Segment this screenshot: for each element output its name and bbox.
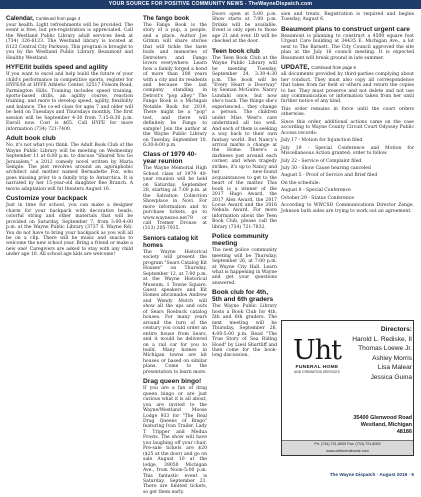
- update-body-4: July 17 - Motion for Injunction filed: [281, 138, 363, 144]
- column-3-right: [281, 12, 414, 216]
- update-body-6: July 22 - Service of Complaint filed: [281, 158, 362, 164]
- bc-continued-body: sion and treats. Registration is required and begins Tuesday, August 6.: [281, 12, 414, 23]
- seniors-heading: Seniors catalog kit homes: [143, 234, 199, 249]
- director-name: Harold L. Rediske, II: [352, 335, 412, 343]
- calendar-heading: Calendar, Continued from page 4: [6, 15, 81, 22]
- director-name: Lisa Malear: [377, 364, 412, 372]
- directors-heading: Directors:: [380, 326, 412, 333]
- update-body-10: August 8 - Special Conference: [281, 188, 351, 194]
- contact-bar: [282, 440, 413, 455]
- beaumont-heading: Beaumont plans to construct urgent care: [281, 25, 410, 33]
- drag-bingo-body: If you are a fan of drag queen bingo or are just curious what it is all about, you are invited to the Wayne/Westland Moose Lodge 933 for "The Real Drag Queens of Bingo" featuring Ivan Trailer, Lady T Tripper and Medua Frosts. The show will have you laughing off your chair. Pre-sale tickets are $20 ($25 at the door) and go on sale August 10 at the lodge, 39050 Michigan Ave., from Noon-5:00 p.m. This fantastic event is Saturday, September 21. There are limited tickets, so get them early.: [143, 386, 207, 495]
- brand-name: Uht: [293, 335, 341, 366]
- phone-fax: Ph: (734) 721-8000 Fax: (734) 721-8003: [314, 442, 381, 446]
- class-reunion-body: The Wayne Memorial High School class of 1979 40-year reunion will be held on Saturday, September 28, starting at 7:00 p.m. at the Salvation Collection Showplace in Novi. For more information and to purchase tickets, go to www.waynezoo.net79 or call Tremer Drouse at (313) 205-7935.: [143, 166, 207, 232]
- update-body-2: This order remains in force until the court orders otherwise.: [281, 106, 414, 118]
- beaumont-body: Beaumont is planning to construct a 4500 square foot Urgent Care building at 34435 E. Michigan Ave., a lot next to The Barnett. The City Council approved the site plan at the July 16 council meeting. It is expected Beaumont will break ground in late summer.: [281, 33, 414, 61]
- teen-body: The Teen Book Club at the Wayne Public Library will be meeting Tuesday, September 24, 3:30-4:30 p.m. The book will be "Every Heart a Doorway" by Seanan McGuire. Nancy Lundahl once, but now she's back. The things she's experienced... they change a person. The children under Miss West's care understand all too well. And each of them is seeking a way back to their own fantasy world. But Nancy's arrival marks a change at the Home. There's a darkness just around each corner, and when tragedy strikes, it's up to Nancy and her new-found acquaintances to get to the heart of the matter. This book is a winner of the 2017 Hugo Award, the 2017 Alex Award, the 2017 Locus Award and the 2016 Nebula Award. For more information about the Teen Book Club, please call the library (734) 721-7832.: [212, 55, 277, 230]
- director-name: Jessica Guina: [370, 373, 412, 381]
- funeral-home-logo: [288, 337, 346, 374]
- update-heading: UPDATE, Continued from page 6: [281, 64, 356, 72]
- fango-body: The Fango Book is the story of a pup, a people, and a place. Author Joe Grimm will share stories that will tickle the taste buds and memories of Detroiters and Fango lovers everywhere. Learn how a family forged a bond of more than 100 years with a city and its residents and because the last company standing in Detroit's "pop alley." The Fango Book is a Michigan Notable Book for 2019. There might be a "pop" test, and there will definitely be Fango to sample! Join the author at the Wayne Public Library on Tuesday, September 10, 6:30-8:00 p.m.: [143, 23, 207, 148]
- brand-subtitle: FUNERAL HOME: [295, 365, 339, 370]
- page-header-banner: YOUR SOURCE FOR POSITIVE COMMUNITY NEWS - TheWayneDispatch.com: [0, 0, 421, 9]
- update-body-7: July 30 - Show Cause hearing canceled: [281, 165, 371, 171]
- drag-bingo-heading: Drag queen bingo!: [143, 378, 202, 386]
- column-second-half: [212, 12, 277, 361]
- director-name: Thomas Loewe Jr.: [358, 345, 412, 353]
- column-2: [143, 12, 207, 497]
- bc-body: The Wayne Public Library hosts a Book Club for 4th, 5th and 6th graders. The next meeting will be Thursday, September 26, 4:00-5:00 p.m. Read "The True Story of Sea Riding Hood" by Liesl Shurtliff and then come for the book-long discussion.: [212, 304, 277, 359]
- update-body-12: According to WWCSD Communications Director Zenge, Johnson bath sides are trying to work out an agreement.: [281, 203, 414, 214]
- update-body-1: all documents provided by third-parties complying about her conduct. They must also copy all correspondence that takes from far field or others and return the copies to her. They must preserve and not delete and not use any communication or information taken from her until further notice of any kind.: [281, 72, 414, 105]
- website[interactable]: www.uhtfuneralhome.com: [326, 448, 369, 453]
- page-footer: The Wayne Dispatch · August 2019 · 5: [329, 472, 414, 477]
- police-body: The next police community meeting will be Thursday, September 26, at 7:00 p.m. at Wayne City Hall. Learn what is happening in Wayne and get your questions answered.: [212, 248, 277, 286]
- backpack-heading: Customize your backpack: [6, 195, 88, 203]
- address: [348, 415, 412, 436]
- update-body-5: July 19 - Special Conference and Motion for Miscellaneous Action granted; order to follow: [281, 145, 414, 157]
- hyfe-heading: HYFE/lit builds speed and agility: [6, 64, 108, 72]
- backpack-body: Just in time for school, you can make a designer charm for your backpack with decorative beads, colorful string and other materials that will be provided on Saturday, September 7, from 3:00-4:00 p.m. at the Wayne Public Library (3737 S. Wayne Rd). You do not have to bring your backpack as you will all be on a clip. There will be music and snacks to welcome the new school year. Bring a friend or make a new one! Caregivers are asked to stay with any child under age 10. All school age kids are welcome!: [6, 203, 134, 258]
- address-line-2: Westland, Michigan 48186: [360, 422, 412, 435]
- update-body-3: Since this order, additional actions came on the case according to Wayne County Circuit Court Odyssey Public Access records:: [281, 119, 414, 136]
- director-name: Ashley Morris: [372, 354, 412, 362]
- address-line-1: 35400 Glenwood Road: [353, 415, 412, 421]
- directors-list: [348, 325, 412, 383]
- teen-heading: Teen book club: [212, 47, 260, 55]
- update-body-11: October 29 - Status Conference: [281, 195, 355, 201]
- update-body-9: On the schedule:: [281, 180, 321, 186]
- bc-heading: Book club for 4th, 5th and 6th graders: [212, 289, 274, 304]
- fango-heading: The fango book: [143, 15, 190, 22]
- class-reunion-heading: Class of 1979 40-year reunion: [143, 151, 197, 166]
- column-1: [6, 12, 133, 260]
- update-body-8: August 5 - Proof of Service and Brief filed: [281, 173, 378, 179]
- funeral-home-ad: [281, 320, 414, 456]
- adult-book-club-heading: Adult book club: [6, 135, 56, 143]
- seniors-body: The Wayne Historical society will present the program "Sears Catalog Kit Houses" on Thursday, September 12, at 7:00 p.m. at the Wayne Historical Museum, 1 Towne Square. Guest speakers and Kit Homes aficionados Andrew and Wendy Mutch will show all the ups and outs of Sears Roebuck catalog houses. For many years around the turn of the century you could order an entire house from Sears, and it would be delivered on a rail car for you to build. Many homes in Michigan towns are kit houses or based on similar plans. Come to the presentation to learn more.: [143, 249, 207, 375]
- calendar-body: your health. Light refreshments will be provided. The event is free, but pre-registration is appreciated. Call the Westland Public Library adult services desk at (734) 326-6123. The Westland library is located at 6123 Central City Parkway. This program is brought to you by the Westland Public Library, Beaumont and Healthy Westland.: [6, 23, 133, 61]
- brand-subtitle-2: AND CREMATION SERVICES: [294, 370, 340, 374]
- adult-book-club-body: No, it's not what you think. The Adult Book Club of the Wayne Public Library will be meeting on Wednesday September 11 at 6:00 p.m. to discuss "Shared You Go Jerusalem," a 2012 comedy novel written by Maria Semple. The plot revolves around an agoraphobic architect and mother named Bernadette Fox, who goes missing prior to a family trip to Antarctica. It is narrated by her 15-year-old daughter Bee Branch. A movie adaptation will hit theaters August 16.: [6, 143, 133, 192]
- police-heading: Police community meeting: [212, 233, 269, 248]
- hyfe-body: If you want to excel and help build the future of your child's performance in competitive sports, register for HYFE/lit at HYFE Athletic Center, 32517 Folsom Road, Farmington Hills. Training includes speed training, sports-based drills, an agility course, reaction training, and more to develop speed, agility, flexibility and balance. The co-ed class for ages 7 and older will be held on Tuesdays and Thursdays monthly. The first session will be September 4-30 from 7:15-8:30 p.m. Enroll now. Cost is $65. Call HYFE for more information (734) 721-7400.: [6, 72, 133, 132]
- drs-body: Doors open at 5:00 p.m. Show starts at 7:00 p.m. Drinks will be available. Event is only open to those age 21 and over. ID will be checked at the door.: [212, 12, 277, 45]
